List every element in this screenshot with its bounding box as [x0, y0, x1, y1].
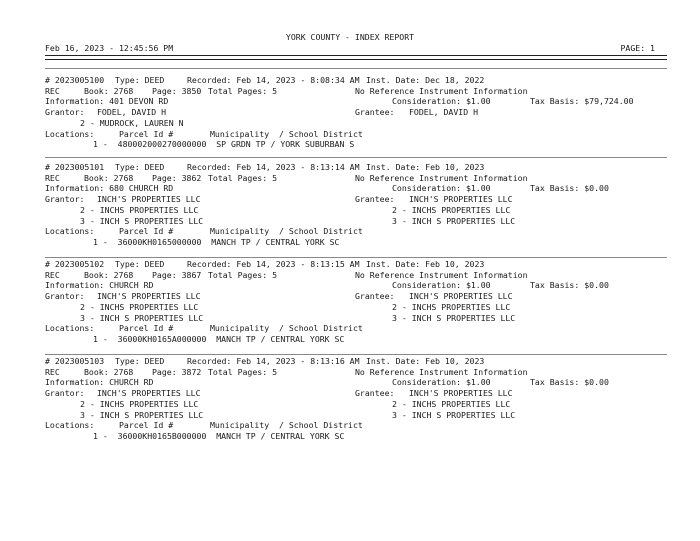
book-value: 2768 — [113, 366, 134, 377]
doc-type-value: DEED — [144, 259, 165, 269]
page-value: 3867 — [181, 269, 202, 280]
locations-label: Locations: — [45, 226, 95, 237]
total-pages — [208, 367, 277, 378]
recorded-label: Recorded: — [187, 162, 232, 172]
information-label: Information: — [45, 96, 105, 107]
tax-basis-value: $0.00 — [584, 280, 609, 291]
page-number: PAGE: 1 — [620, 43, 655, 53]
inst-date-value: Dec 18, 2022 — [425, 75, 485, 85]
recorded — [187, 75, 360, 86]
information-value: CHURCH RD — [109, 377, 154, 388]
municipality-header: Municipality / School District — [210, 128, 363, 139]
parcel-id-header: Parcel Id # — [119, 226, 174, 237]
recorded — [187, 259, 360, 270]
locations-label: Locations: — [45, 323, 95, 334]
parcel-id-header: Parcel Id # — [119, 420, 174, 431]
parcel-id-header: Parcel Id # — [119, 128, 174, 139]
municipality-header: Municipality / School District — [210, 420, 363, 431]
inst-date-label: Inst. Date: — [366, 259, 421, 269]
consideration-value: $1.00 — [465, 280, 491, 291]
tax-basis — [530, 96, 634, 107]
record-2023005101 — [45, 162, 667, 247]
book-label: Book: — [84, 269, 109, 280]
record-divider — [45, 157, 667, 158]
information-label: Information: — [45, 280, 105, 291]
book-label: Book: — [84, 85, 109, 96]
grantor-name: INCH'S PROPERTIES LLC — [97, 388, 201, 399]
total-pages-label: Total Pages: — [208, 172, 268, 183]
grantor-name: 2 - INCHS PROPERTIES LLC — [80, 204, 199, 215]
page-value: 3872 — [181, 366, 202, 377]
total-pages — [208, 173, 277, 184]
inst-date-value: Feb 10, 2023 — [425, 259, 485, 269]
doc-type-value: DEED — [144, 356, 165, 366]
grantor-name: 2 - MUDROCK, LAUREN N — [80, 117, 184, 128]
type-label: Type: — [115, 75, 140, 85]
grantee-name: 3 - INCH S PROPERTIES LLC — [392, 312, 516, 323]
rec-code: REC — [45, 269, 60, 280]
grantee-label: Grantee: — [355, 388, 395, 399]
inst-date — [366, 75, 484, 86]
grantee-name: 2 - INCHS PROPERTIES LLC — [392, 301, 511, 312]
municipality-header: Municipality / School District — [210, 323, 363, 334]
grantor-name: 2 - INCHS PROPERTIES LLC — [80, 301, 199, 312]
page-label: Page: — [152, 269, 177, 280]
inst-date — [366, 259, 484, 270]
book — [84, 86, 133, 97]
reference-info: No Reference Instrument Information — [355, 85, 528, 96]
grantee-name: INCH'S PROPERTIES LLC — [409, 388, 513, 399]
grantee-name: INCH'S PROPERTIES LLC — [409, 291, 513, 302]
reference-info: No Reference Instrument Information — [355, 366, 528, 377]
parcel-line: 1 - 480002000270000000 SP GRDN TP / YORK SUBURBAN S — [93, 139, 355, 150]
municipality-header: Municipality / School District — [210, 226, 363, 237]
tax-basis — [530, 377, 609, 388]
inst-date-value: Feb 10, 2023 — [425, 356, 485, 366]
book-label: Book: — [84, 366, 109, 377]
information-label: Information: — [45, 377, 105, 388]
book — [84, 270, 133, 281]
grantor-label: Grantor: — [45, 291, 85, 302]
consideration-value: $1.00 — [465, 377, 491, 388]
grantee-name: 2 - INCHS PROPERTIES LLC — [392, 398, 511, 409]
book — [84, 367, 133, 378]
doc-type — [115, 259, 164, 270]
recorded-value: Feb 14, 2023 - 8:13:15 AM — [236, 259, 360, 269]
page-label: Page: — [152, 85, 177, 96]
information-value: CHURCH RD — [109, 280, 154, 291]
tax-basis — [530, 183, 609, 194]
book-value: 2768 — [113, 269, 134, 280]
locations-label: Locations: — [45, 420, 95, 431]
tax-basis-label: Tax Basis: — [530, 377, 580, 388]
grantor-name: 3 - INCH S PROPERTIES LLC — [80, 312, 204, 323]
tax-basis-label: Tax Basis: — [530, 183, 580, 194]
consideration-label: Consideration: — [392, 280, 462, 291]
doc-type — [115, 162, 164, 173]
total-pages-value: 5 — [272, 172, 278, 183]
book-value: 2768 — [113, 85, 134, 96]
grantee-label: Grantee: — [355, 107, 395, 118]
tax-basis-value: $0.00 — [584, 183, 609, 194]
rec-code: REC — [45, 366, 60, 377]
grantor-name: INCH'S PROPERTIES LLC — [97, 194, 201, 205]
page-value: 3850 — [181, 85, 202, 96]
inst-date-label: Inst. Date: — [366, 75, 421, 85]
information-value: 680 CHURCH RD — [109, 183, 174, 194]
doc-type — [115, 356, 164, 367]
total-pages-value: 5 — [272, 366, 278, 377]
record-2023005102 — [45, 259, 667, 344]
run-date: Feb 16, 2023 - 12:45:56 PM — [45, 43, 174, 53]
inst-date — [366, 162, 484, 173]
record-divider — [45, 257, 667, 258]
total-pages-label: Total Pages: — [208, 269, 268, 280]
inst-date — [366, 356, 484, 367]
grantee-name: FODEL, DAVID H — [409, 107, 479, 118]
grantee-label: Grantee: — [355, 194, 395, 205]
rec-code: REC — [45, 85, 60, 96]
consideration — [392, 377, 491, 388]
record-number: # 2023005102 — [45, 259, 105, 269]
parcel-line: 1 - 36000KH0165B000000 MANCH TP / CENTRAL YORK SC — [93, 430, 345, 441]
consideration — [392, 96, 491, 107]
total-pages-label: Total Pages: — [208, 366, 268, 377]
locations-label: Locations: — [45, 128, 95, 139]
grantor-label: Grantor: — [45, 107, 85, 118]
parcel-line: 1 - 36000KH0165000000 MANCH TP / CENTRAL YORK SC — [93, 236, 340, 247]
recorded-value: Feb 14, 2023 - 8:08:34 AM — [236, 75, 360, 85]
recorded — [187, 356, 360, 367]
recorded-label: Recorded: — [187, 259, 232, 269]
type-label: Type: — [115, 356, 140, 366]
recorded — [187, 162, 360, 173]
tax-basis — [530, 280, 609, 291]
tax-basis-value: $79,724.00 — [584, 96, 634, 107]
header-divider — [45, 55, 667, 60]
record-number: # 2023005101 — [45, 162, 105, 172]
doc-type-value: DEED — [144, 162, 165, 172]
information — [45, 280, 153, 291]
recorded-value: Feb 14, 2023 - 8:13:16 AM — [236, 356, 360, 366]
consideration-label: Consideration: — [392, 183, 462, 194]
reference-info: No Reference Instrument Information — [355, 269, 528, 280]
grantor-label: Grantor: — [45, 388, 85, 399]
type-label: Type: — [115, 162, 140, 172]
record-number: # 2023005100 — [45, 75, 105, 85]
total-pages-value: 5 — [272, 269, 278, 280]
grantor-name: FODEL, DAVID H — [97, 107, 167, 118]
consideration-value: $1.00 — [465, 183, 491, 194]
grantee-name: 3 - INCH S PROPERTIES LLC — [392, 409, 516, 420]
page-value: 3862 — [181, 172, 202, 183]
information — [45, 96, 168, 107]
consideration — [392, 183, 491, 194]
total-pages-value: 5 — [272, 85, 278, 96]
book-value: 2768 — [113, 172, 134, 183]
doc-type-value: DEED — [144, 75, 165, 85]
book — [84, 173, 133, 184]
parcel-line: 1 - 36000KH0165A000000 MANCH TP / CENTRAL YORK SC — [93, 333, 345, 344]
page — [152, 270, 201, 281]
inst-date-label: Inst. Date: — [366, 356, 421, 366]
record-number: # 2023005103 — [45, 356, 105, 366]
doc-type — [115, 75, 164, 86]
tax-basis-label: Tax Basis: — [530, 280, 580, 291]
page-label: Page: — [152, 172, 177, 183]
reference-info: No Reference Instrument Information — [355, 172, 528, 183]
inst-date-value: Feb 10, 2023 — [425, 162, 485, 172]
page — [152, 367, 201, 378]
record-divider — [45, 354, 667, 355]
information-label: Information: — [45, 183, 105, 194]
grantor-name: 3 - INCH S PROPERTIES LLC — [80, 215, 204, 226]
grantee-label: Grantee: — [355, 291, 395, 302]
parcel-id-header: Parcel Id # — [119, 323, 174, 334]
grantee-name: 2 - INCHS PROPERTIES LLC — [392, 204, 511, 215]
book-label: Book: — [84, 172, 109, 183]
grantor-name: 2 - INCHS PROPERTIES LLC — [80, 398, 199, 409]
recorded-value: Feb 14, 2023 - 8:13:14 AM — [236, 162, 360, 172]
grantee-name: INCH'S PROPERTIES LLC — [409, 194, 513, 205]
total-pages-label: Total Pages: — [208, 85, 268, 96]
report-title: YORK COUNTY - INDEX REPORT — [285, 32, 415, 42]
grantor-label: Grantor: — [45, 194, 85, 205]
total-pages — [208, 86, 277, 97]
consideration — [392, 280, 491, 291]
information-value: 401 DEVON RD — [109, 96, 169, 107]
consideration-label: Consideration: — [392, 96, 462, 107]
tax-basis-label: Tax Basis: — [530, 96, 580, 107]
total-pages — [208, 270, 277, 281]
record-2023005103 — [45, 356, 667, 441]
tax-basis-value: $0.00 — [584, 377, 609, 388]
recorded-label: Recorded: — [187, 75, 232, 85]
consideration-label: Consideration: — [392, 377, 462, 388]
grantor-name: INCH'S PROPERTIES LLC — [97, 291, 201, 302]
page — [152, 86, 201, 97]
type-label: Type: — [115, 259, 140, 269]
grantor-name: 3 - INCH S PROPERTIES LLC — [80, 409, 204, 420]
record-divider — [45, 68, 667, 69]
information — [45, 377, 153, 388]
page-label: Page: — [152, 366, 177, 377]
record-2023005100 — [45, 75, 667, 155]
rec-code: REC — [45, 172, 60, 183]
consideration-value: $1.00 — [465, 96, 491, 107]
inst-date-label: Inst. Date: — [366, 162, 421, 172]
information — [45, 183, 173, 194]
page — [152, 173, 201, 184]
recorded-label: Recorded: — [187, 356, 232, 366]
grantee-name: 3 - INCH S PROPERTIES LLC — [392, 215, 516, 226]
